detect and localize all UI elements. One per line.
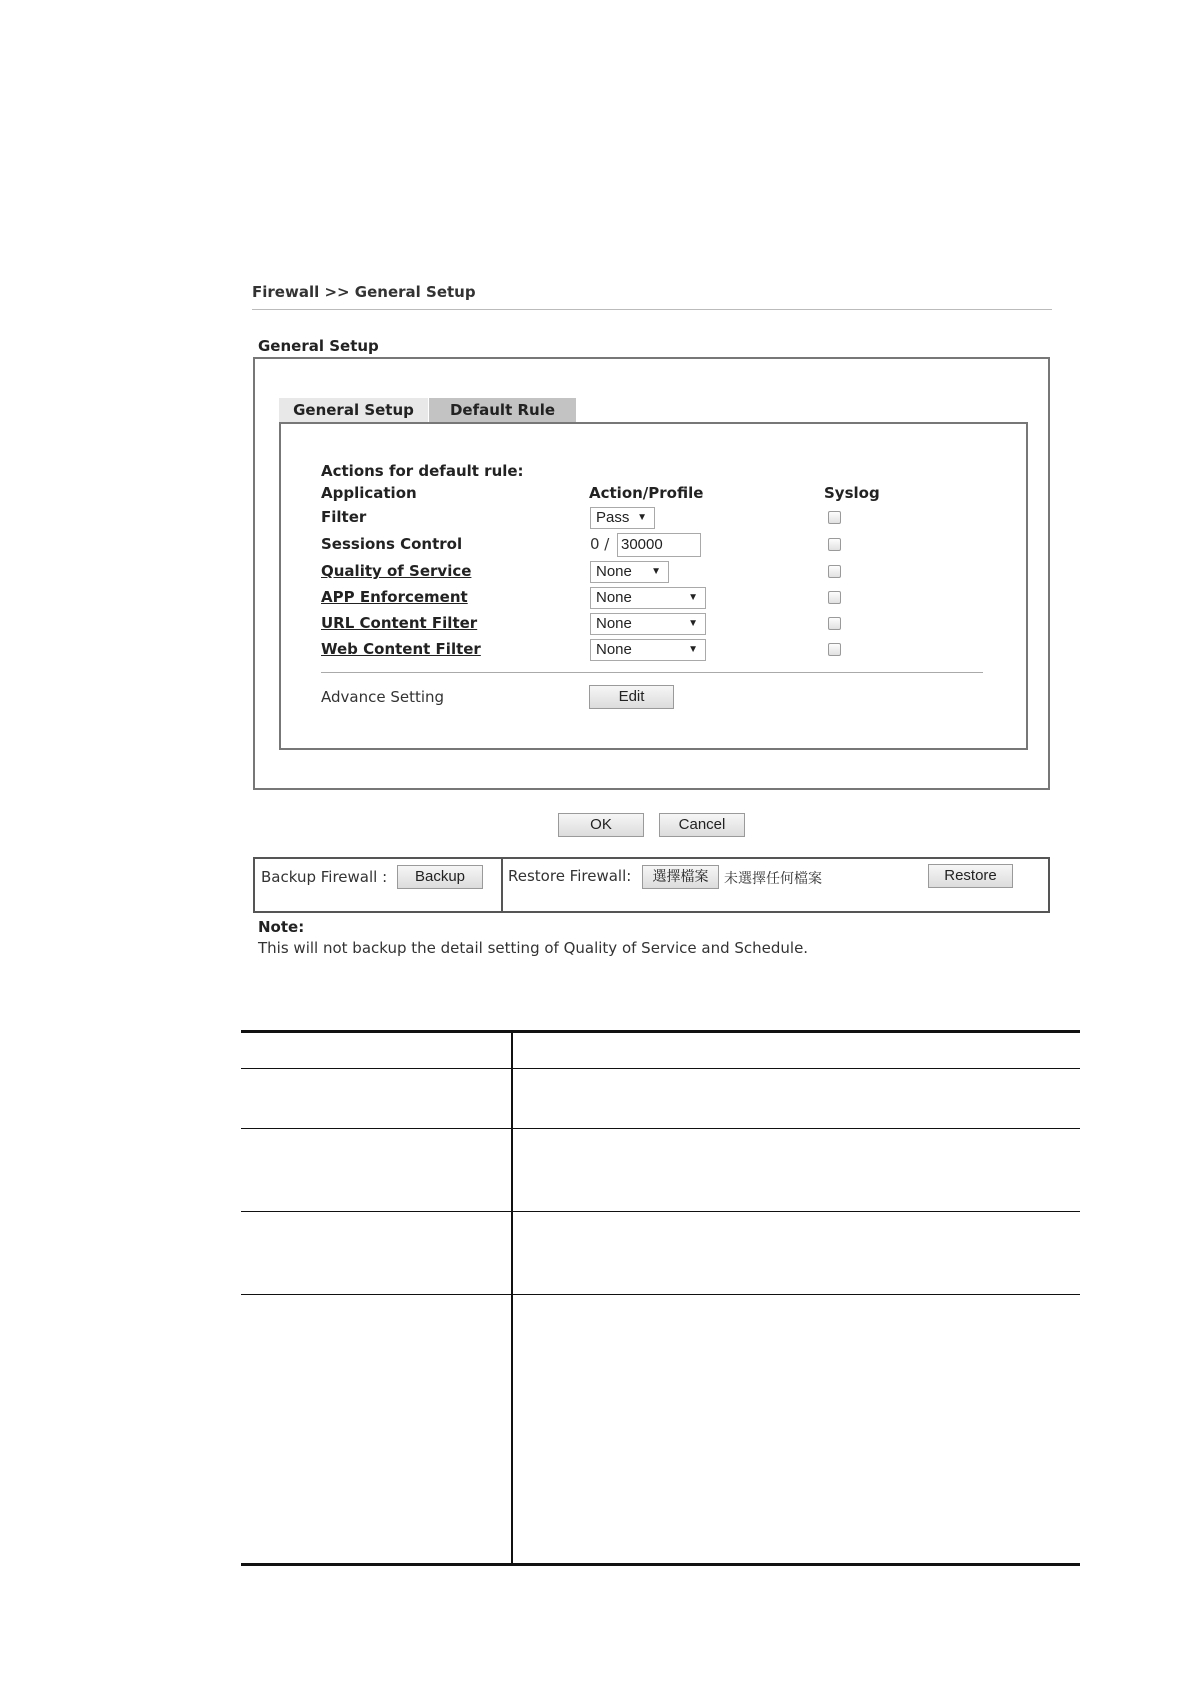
url-content-filter-link[interactable]: URL Content Filter [321, 614, 478, 632]
url-content-filter-select[interactable] [590, 613, 706, 635]
choose-file-button[interactable]: 選擇檔案 [642, 865, 719, 889]
app-enforcement-select[interactable] [590, 587, 706, 609]
column-syslog: Syslog [824, 484, 880, 502]
app-enforcement-syslog-checkbox[interactable] [828, 591, 841, 604]
section-title: General Setup [258, 337, 379, 355]
advance-setting-label: Advance Setting [321, 688, 445, 706]
url-content-filter-select-value: None [596, 615, 632, 632]
restore-firewall-label: Restore Firewall: [508, 867, 632, 885]
sessions-control-label: Sessions Control [321, 535, 463, 553]
qos-select[interactable] [590, 561, 669, 583]
dropdown-arrow-icon: ▼ [651, 566, 661, 577]
note-heading: Note: [258, 918, 305, 936]
qos-select-value: None [596, 563, 632, 580]
table-row-rule [241, 1211, 1080, 1212]
table-row-rule [241, 1294, 1080, 1295]
filter-select[interactable] [590, 507, 655, 529]
filter-select-value: Pass [596, 509, 630, 526]
backup-button[interactable]: Backup [397, 865, 483, 889]
tab-default-rule[interactable]: Default Rule [429, 398, 576, 423]
qos-syslog-checkbox[interactable] [828, 565, 841, 578]
column-application: Application [321, 484, 417, 502]
no-file-selected-text: 未選擇任何檔案 [724, 871, 822, 887]
web-content-filter-select[interactable] [590, 639, 706, 661]
default-rule-heading: Actions for default rule: [321, 462, 524, 480]
tab-general-setup[interactable]: General Setup [279, 398, 428, 423]
page-title: Firewall >> General Setup [252, 283, 476, 301]
backup-restore-divider [501, 857, 503, 913]
web-content-filter-syslog-checkbox[interactable] [828, 643, 841, 656]
table-column-divider [511, 1031, 513, 1564]
sessions-limit-input[interactable]: 30000 [617, 533, 701, 557]
dropdown-arrow-icon: ▼ [637, 512, 647, 523]
note-text: This will not backup the detail setting of Quality of Service and Schedule. [258, 939, 809, 957]
restore-button[interactable]: Restore [928, 864, 1013, 888]
sessions-count: 0 / [590, 535, 610, 553]
table-bottom-rule [241, 1563, 1080, 1566]
filter-label: Filter [321, 508, 367, 526]
table-row-rule [241, 1128, 1080, 1129]
filter-syslog-checkbox[interactable] [828, 511, 841, 524]
divider [321, 672, 983, 673]
app-enforcement-select-value: None [596, 589, 632, 606]
dropdown-arrow-icon: ▼ [688, 592, 698, 603]
table-top-rule [241, 1030, 1080, 1033]
backup-firewall-label: Backup Firewall : [261, 868, 388, 886]
column-action-profile: Action/Profile [589, 484, 704, 502]
edit-button[interactable]: Edit [589, 685, 674, 709]
dropdown-arrow-icon: ▼ [688, 644, 698, 655]
dropdown-arrow-icon: ▼ [688, 618, 698, 629]
qos-link[interactable]: Quality of Service [321, 562, 472, 580]
cancel-button[interactable]: Cancel [659, 813, 745, 837]
web-content-filter-link[interactable]: Web Content Filter [321, 640, 481, 658]
url-content-filter-syslog-checkbox[interactable] [828, 617, 841, 630]
app-enforcement-link[interactable]: APP Enforcement [321, 588, 468, 606]
web-content-filter-select-value: None [596, 641, 632, 658]
table-row-rule [241, 1068, 1080, 1069]
ok-button[interactable]: OK [558, 813, 644, 837]
sessions-syslog-checkbox[interactable] [828, 538, 841, 551]
title-divider [252, 309, 1052, 310]
